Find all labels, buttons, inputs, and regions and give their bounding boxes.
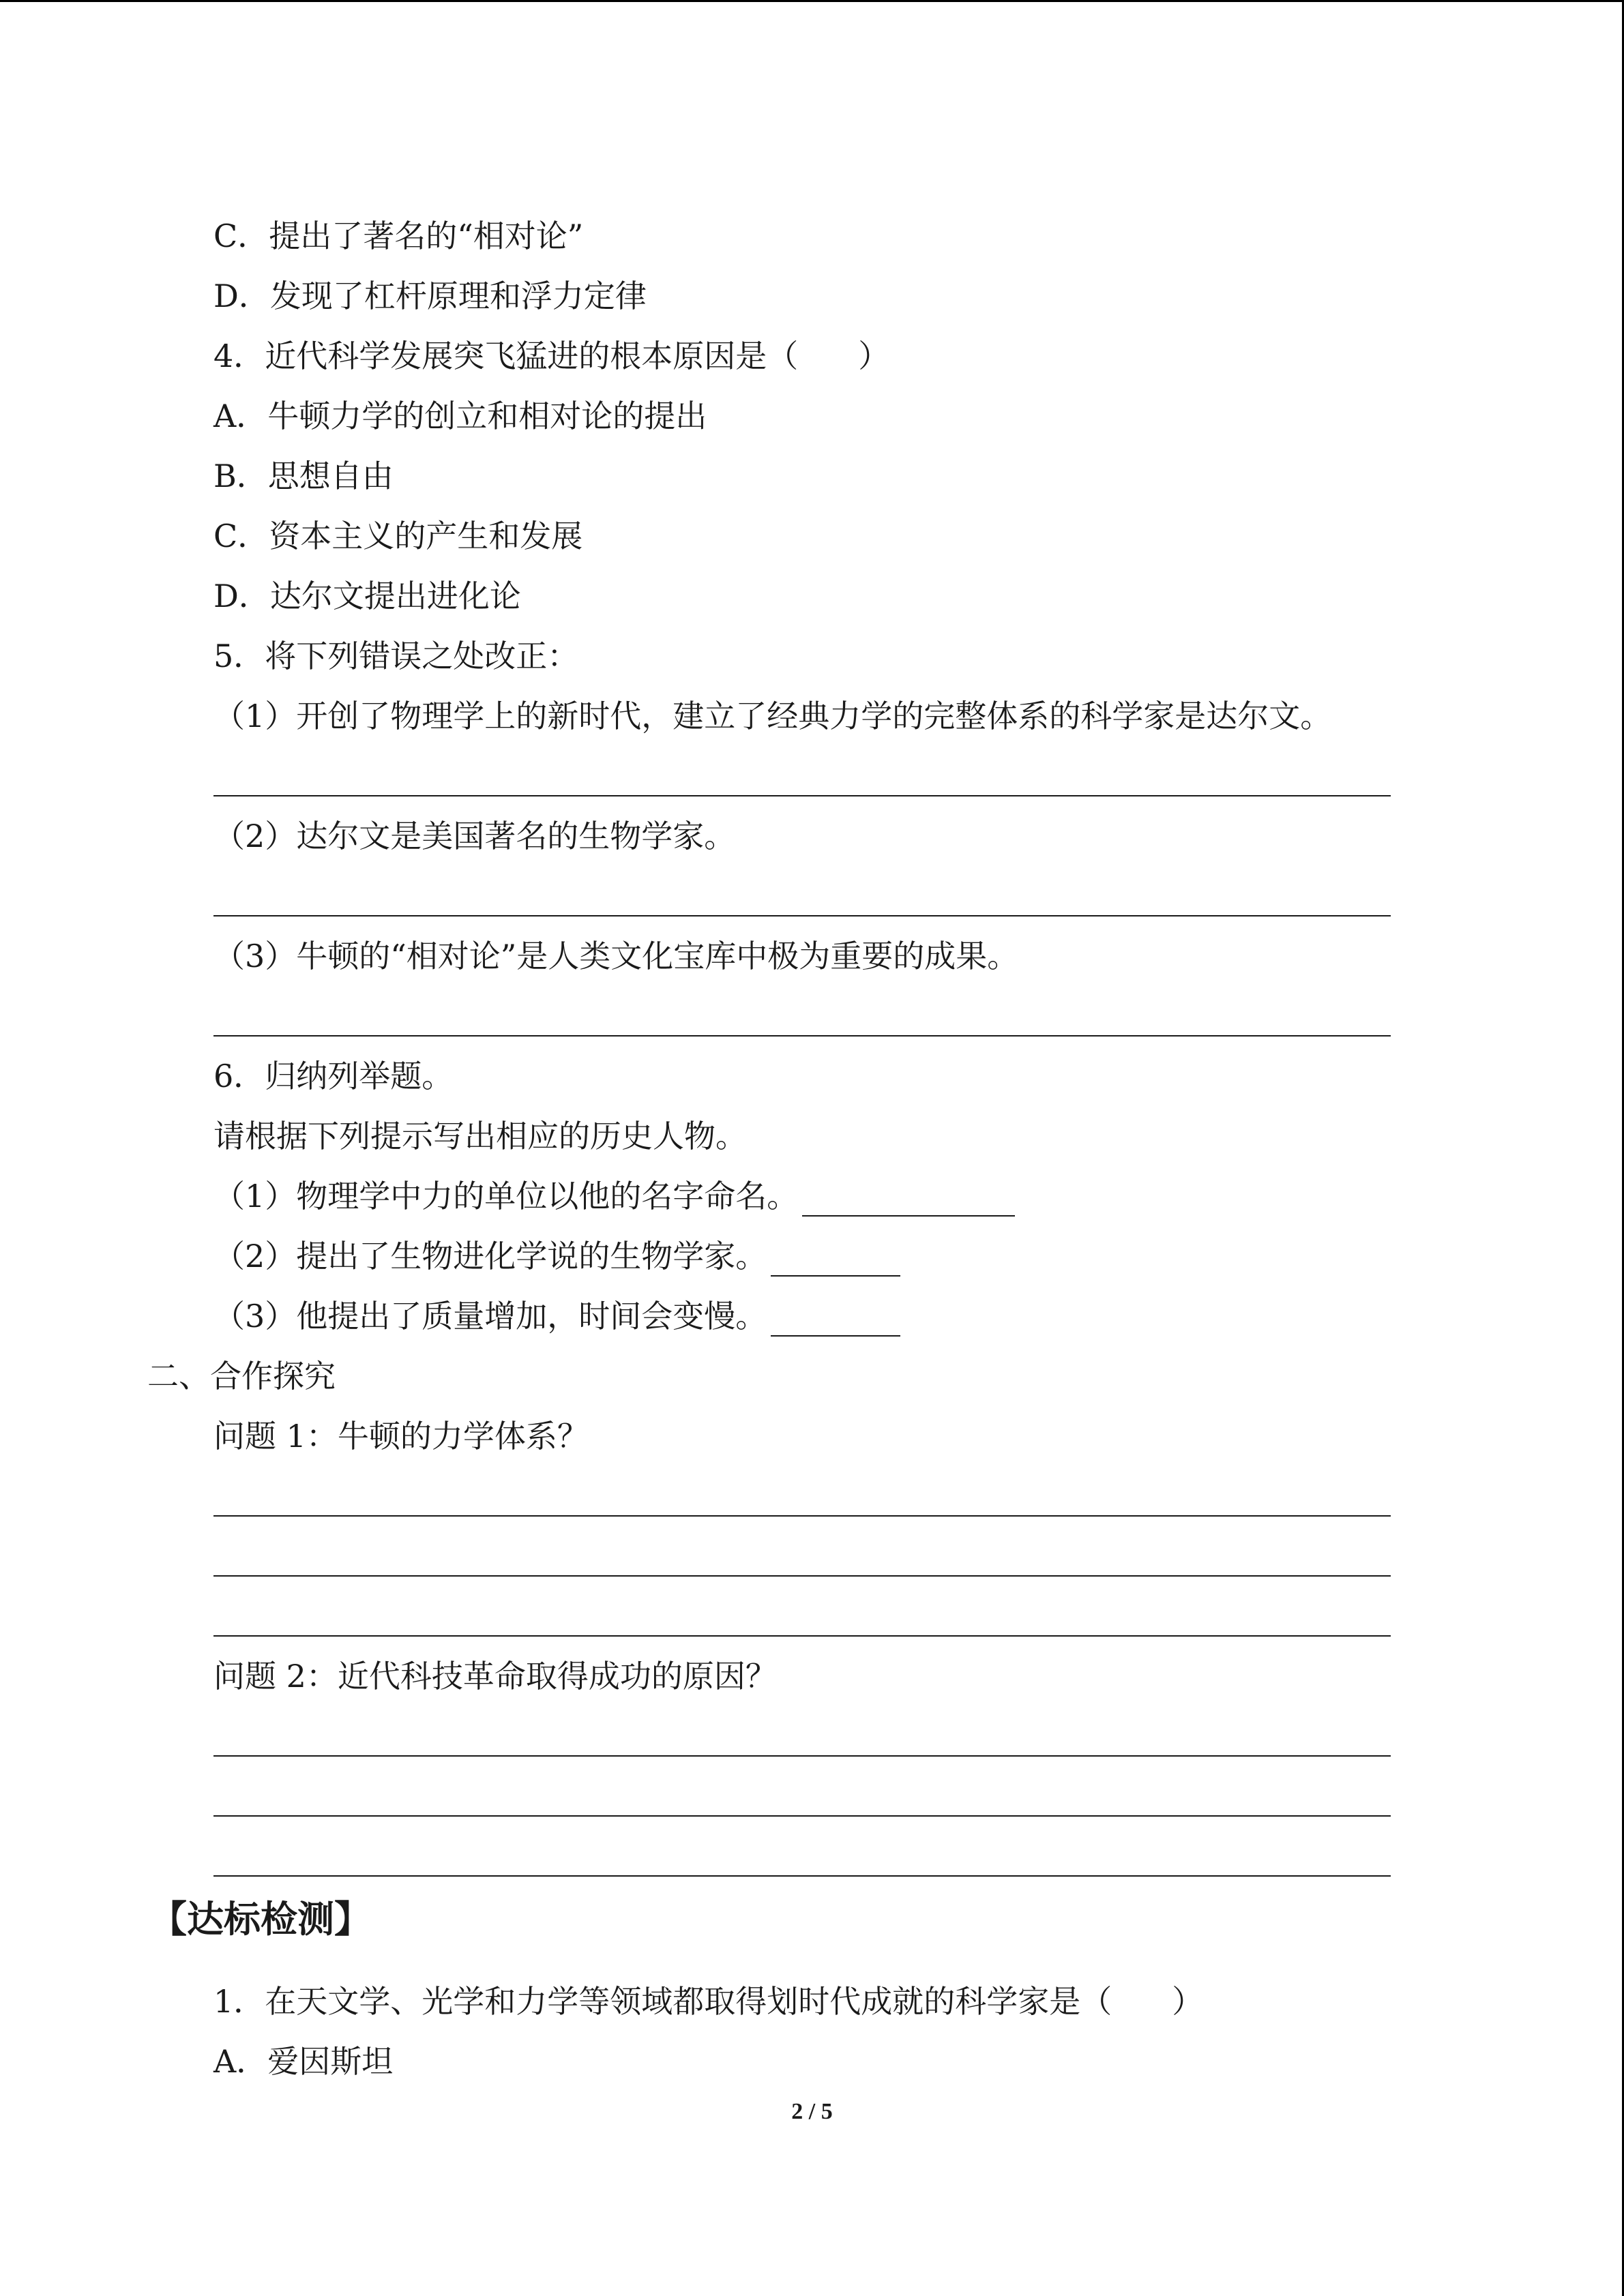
- q4-option-d: D．达尔文提出进化论: [213, 578, 521, 614]
- problem-1: 问题 1：牛顿的力学体系？: [213, 1418, 589, 1455]
- q5-item-2: （2）达尔文是美国著名的生物学家。: [213, 818, 736, 854]
- q6-item-1-text: （1）物理学中力的单位以他的名字命名。: [213, 1178, 799, 1214]
- q5-item-1: （1）开创了物理学上的新时代，建立了经典力学的完整体系的科学家是达尔文。: [213, 698, 1332, 734]
- q3-option-c: C．提出了著名的“相对论”: [213, 218, 584, 254]
- q6-item-1-blank[interactable]: [802, 1182, 1015, 1217]
- q5-answer-line-2[interactable]: [213, 915, 1391, 916]
- test-q1-stem-text: 1．在天文学、光学和力学等领域都取得划时代成就的科学家是（: [213, 1983, 1112, 2020]
- q5-stem: 5．将下列错误之处改正：: [213, 638, 579, 674]
- section-2-heading: 二、合作探究: [147, 1358, 336, 1395]
- q6-item-2-text: （2）提出了生物进化学说的生物学家。: [213, 1238, 767, 1274]
- q4-stem: [213, 336, 889, 376]
- test-heading: 【达标检测】: [150, 1898, 371, 1941]
- q4-option-b: B．思想自由: [213, 458, 394, 494]
- q4-stem-close: ）: [858, 338, 890, 374]
- problem-1-answer-line-1[interactable]: [213, 1515, 1391, 1517]
- page-border-top: [0, 0, 1624, 2]
- problem-2: 问题 2：近代科技革命取得成功的原因？: [213, 1658, 777, 1695]
- q3-option-d: D．发现了杠杆原理和浮力定律: [213, 278, 647, 314]
- q4-option-c: C．资本主义的产生和发展: [213, 518, 583, 554]
- q6-intro: 请根据下列提示写出相应的历史人物。: [213, 1118, 747, 1154]
- q4-stem-text: 4．近代科学发展突飞猛进的根本原因是（: [213, 338, 799, 374]
- q6-item-2-blank[interactable]: [771, 1242, 900, 1277]
- q4-option-a: A．牛顿力学的创立和相对论的提出: [213, 398, 707, 434]
- problem-2-answer-line-1[interactable]: [213, 1755, 1391, 1757]
- q5-answer-line-1[interactable]: [213, 795, 1391, 796]
- test-q1-stem-close: ）: [1172, 1983, 1204, 2020]
- problem-1-answer-line-3[interactable]: [213, 1635, 1391, 1637]
- q6-item-3-blank[interactable]: [771, 1302, 900, 1337]
- q6-stem: 6．归纳列举题。: [213, 1058, 454, 1094]
- problem-1-answer-line-2[interactable]: [213, 1575, 1391, 1577]
- q6-item-1: [213, 1176, 1015, 1217]
- q5-answer-line-3[interactable]: [213, 1035, 1391, 1037]
- problem-2-answer-line-3[interactable]: [213, 1875, 1391, 1877]
- test-q1-option-a: A．爱因斯坦: [213, 2043, 394, 2080]
- q6-item-3: [213, 1296, 900, 1337]
- page-number: 2 / 5: [791, 2099, 833, 2124]
- test-q1-stem: [213, 1981, 1203, 2022]
- q6-item-3-text: （3）他提出了质量增加，时间会变慢。: [213, 1298, 767, 1335]
- q6-item-2: [213, 1236, 900, 1277]
- q5-item-3: （3）牛顿的“相对论”是人类文化宝库中极为重要的成果。: [213, 938, 1019, 974]
- problem-2-answer-line-2[interactable]: [213, 1815, 1391, 1817]
